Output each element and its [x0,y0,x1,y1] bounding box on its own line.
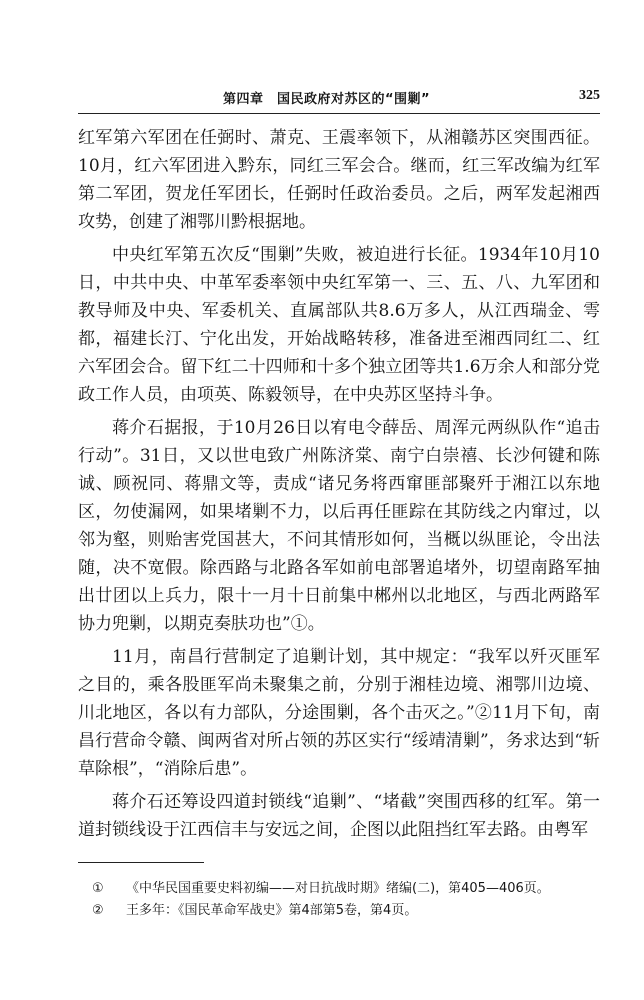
footnotes [92,878,600,922]
chapter-title: 第四章 国民政府对苏区的“围剿” [223,92,431,107]
footnote-text: 《中华民国重要史料初编——对日抗战时期》绪编(二)，第405—406页。 [126,881,550,896]
paragraph: 蒋介石据报，于10月26日以宥电令薛岳、周浑元两纵队作“追击行动”。31日，又以世电致广州陈济棠、南宁白崇禧、长沙何键和陈诚、顾祝同、蒋鼎文等，责成“诸兄务将西窜匪部聚歼于湘江以东地区，勿使漏网，如果堵剿不力，以后再任匪踪在其防线之内窜过，以邻为壑，则贻害党国甚大，不问其情形如何，当概以纵匪论，令出法随，决不宽假。除西路与北路各军如前电部署追堵外，切望南路军抽出廿团以上兵力，限十一月十日前集中郴州以北地区，与西北两路军协力兜剿，以期克奏肤功也”①。 [78,418,600,634]
footnote-text: 王多年：《国民革命军战史》第4部第5卷，第4页。 [126,903,418,918]
footnote-mark: ② [92,903,104,918]
footnote-rule [78,862,204,863]
paragraph: 红军第六军团在任弼时、萧克、王震率领下，从湘赣苏区突围西征。10月，红六军团进入黔东，同红三军会合。继而，红三军改编为红军第二军团，贺龙任军团长，任弼时任政治委员。之后，两军发起湘西攻势，创建了湘鄂川黔根据地。 [78,128,600,232]
header-rule [78,113,600,114]
running-header [78,86,600,110]
footnote-mark: ① [92,881,104,896]
paragraph: 蒋介石还筹设四道封锁线“追剿”、“堵截”突围西移的红军。第一道封锁线设于江西信丰与安远之间，企图以此阻挡红军去路。由粤军 [78,792,600,840]
paragraph: 11月，南昌行营制定了追剿计划，其中规定：“我军以歼灭匪军之目的，乘各股匪军尚未聚集之前，分别于湘桂边境、湘鄂川边境、川北地区，各以有力部队，分途围剿，各个击灭之。”②11月下旬，南昌行营命令赣、闽两省对所占领的苏区实行“绥靖清剿”，务求达到“斩草除根”，“消除后患”。 [78,647,600,779]
paragraph: 中央红军第五次反“围剿”失败，被迫进行长征。1934年10月10日，中共中央、中革军委率领中央红军第一、三、五、八、九军团和教导师及中央、军委机关、直属部队共8.6万多人，从江西瑞金、雩都，福建长汀、宁化出发，开始战略转移，准备进至湘西同红二、红六军团会合。留下红二十四师和十多个独立团等共1.6万余人和部分党政工作人员，由项英、陈毅领导，在中央苏区坚持斗争。 [78,245,600,405]
footnote [92,878,600,900]
body-text [78,124,600,844]
footnote [92,900,600,922]
page-number: 325 [579,88,600,103]
